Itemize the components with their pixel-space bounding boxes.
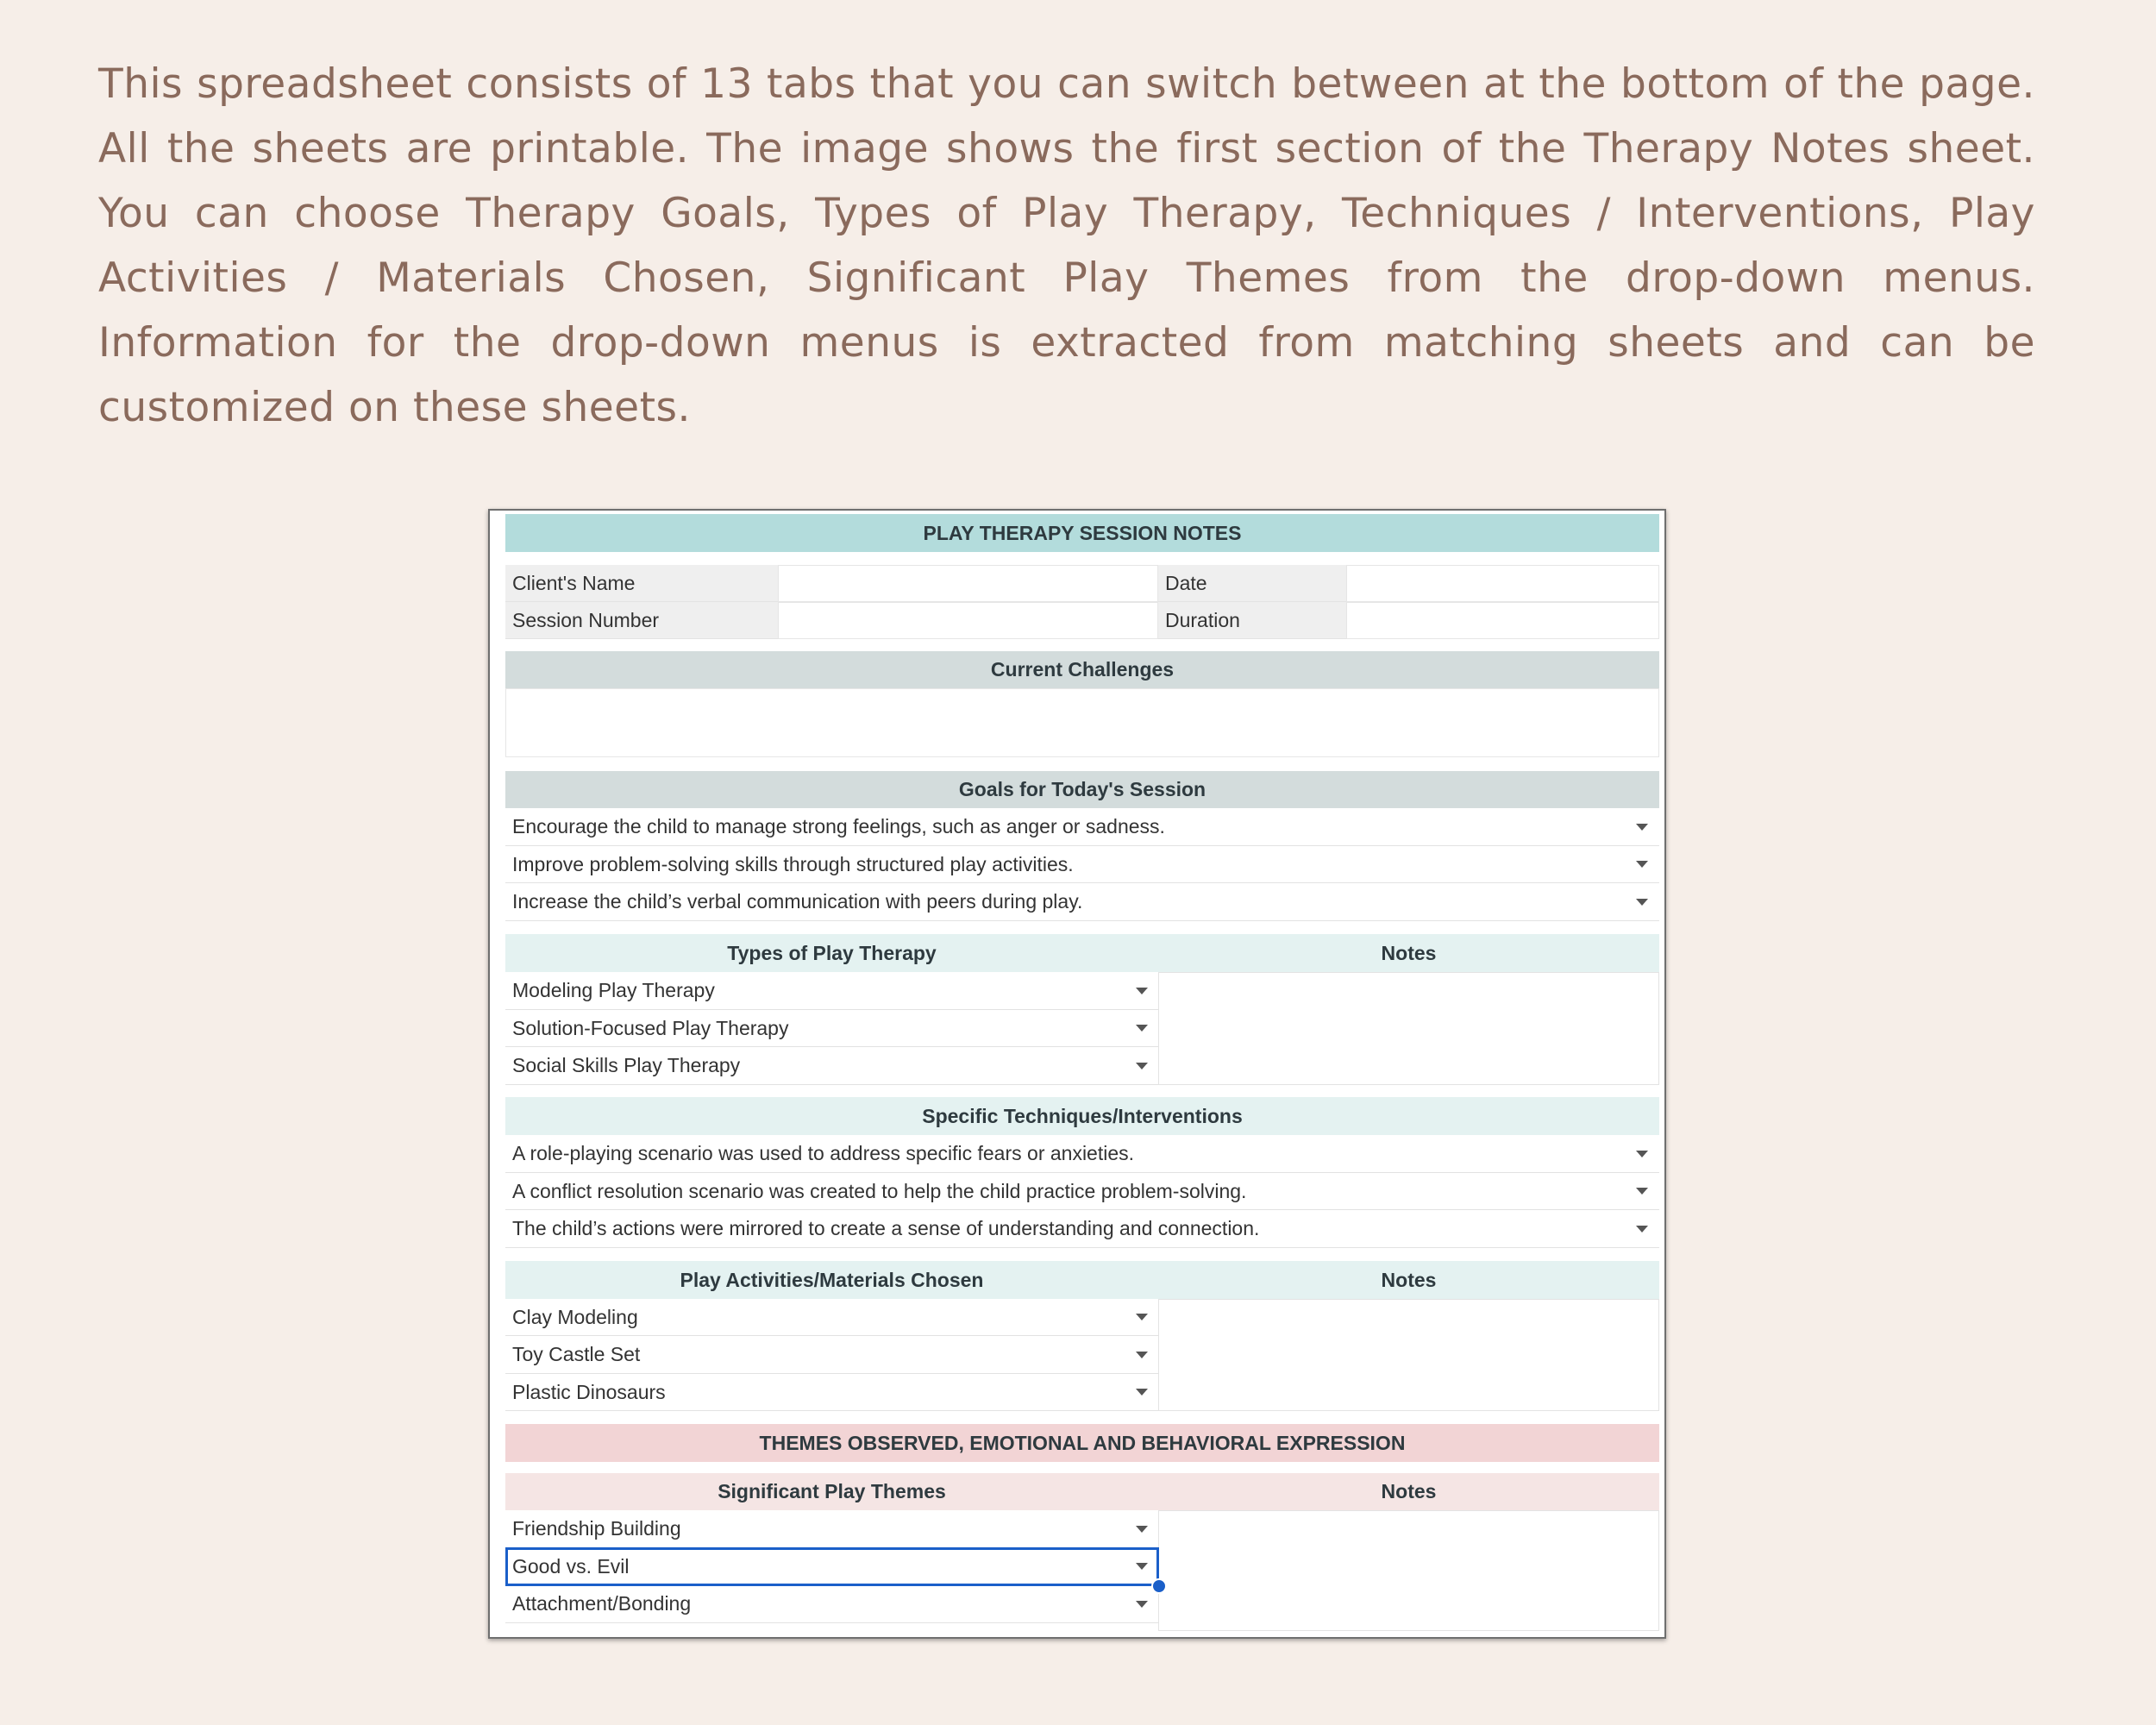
client-name-label: Client's Name	[505, 565, 778, 602]
types-header-row	[505, 934, 1659, 972]
themes-notes-input[interactable]	[1158, 1510, 1659, 1631]
client-name-input[interactable]	[778, 565, 1158, 602]
therapy-type-text: Modeling Play Therapy	[512, 979, 715, 1001]
types-header: Types of Play Therapy	[727, 941, 937, 964]
therapy-type-text: Social Skills Play Therapy	[512, 1054, 741, 1076]
techniques-header: Specific Techniques/Interventions	[505, 1097, 1659, 1135]
dropdown-arrow-icon[interactable]	[1636, 861, 1648, 868]
dropdown-arrow-icon[interactable]	[1636, 899, 1648, 906]
dropdown-arrow-icon[interactable]	[1136, 988, 1148, 994]
therapy-type-text: Solution-Focused Play Therapy	[512, 1016, 789, 1039]
activity-text: Toy Castle Set	[512, 1343, 641, 1365]
client-date-row	[505, 565, 1659, 602]
dropdown-arrow-icon[interactable]	[1136, 1063, 1148, 1070]
goal-text: Increase the child’s verbal communication with peers during play.	[512, 890, 1083, 913]
dropdown-arrow-icon[interactable]	[1136, 1526, 1148, 1533]
dropdown-arrow-icon[interactable]	[1636, 1151, 1648, 1157]
goal-dropdown[interactable]	[505, 883, 1659, 921]
technique-dropdown[interactable]	[505, 1173, 1659, 1210]
dropdown-arrow-icon[interactable]	[1136, 1025, 1148, 1032]
play-theme-dropdown[interactable]	[505, 1510, 1158, 1548]
play-themes-header: Significant Play Themes	[718, 1480, 946, 1502]
session-duration-row	[505, 602, 1659, 639]
dropdown-arrow-icon[interactable]	[1636, 824, 1648, 831]
goals-header: Goals for Today's Session	[505, 771, 1659, 808]
goal-text: Encourage the child to manage strong feelings, such as anger or sadness.	[512, 815, 1165, 837]
therapy-type-dropdown[interactable]	[505, 1047, 1158, 1085]
play-theme-text: Friendship Building	[512, 1517, 681, 1540]
activity-text: Plastic Dinosaurs	[512, 1380, 666, 1403]
duration-label: Duration	[1158, 602, 1346, 639]
cell-selection-outline	[505, 1547, 1159, 1586]
session-number-label: Session Number	[505, 602, 778, 639]
dropdown-arrow-icon[interactable]	[1636, 1188, 1648, 1195]
session-number-input[interactable]	[778, 602, 1158, 639]
dropdown-arrow-icon[interactable]	[1136, 1352, 1148, 1358]
activity-dropdown[interactable]	[505, 1374, 1158, 1411]
current-challenges-header: Current Challenges	[505, 651, 1659, 688]
dropdown-arrow-icon[interactable]	[1636, 1226, 1648, 1233]
activity-dropdown[interactable]	[505, 1299, 1158, 1336]
therapy-type-dropdown[interactable]	[505, 972, 1158, 1010]
play-theme-dropdown[interactable]	[505, 1585, 1158, 1623]
current-challenges-input[interactable]	[505, 688, 1659, 757]
themes-header-row	[505, 1473, 1659, 1510]
technique-text: A role-playing scenario was used to address specific fears or anxieties.	[512, 1142, 1135, 1164]
types-notes-header: Notes	[1381, 941, 1437, 964]
intro-paragraph: This spreadsheet consists of 13 tabs that you can switch between at the bottom of the page. All the sheets are printable. The image shows the first section of the Therapy Notes sheet. You can choose Therapy Goals, Types of Play Therapy, Techniques / Interventions, Play Activities / Materials Chosen, Significant Play Themes from the drop-down menus. Information for the drop-down menus is extracted from matching sheets and can be customized on these sheets.	[98, 60, 2035, 431]
goal-text: Improve problem-solving skills through structured play activities.	[512, 852, 1074, 875]
types-notes-input[interactable]	[1158, 972, 1659, 1085]
activities-notes-input[interactable]	[1158, 1299, 1659, 1411]
activity-dropdown[interactable]	[505, 1336, 1158, 1374]
technique-dropdown[interactable]	[505, 1135, 1659, 1173]
activities-header-row	[505, 1261, 1659, 1299]
dropdown-arrow-icon[interactable]	[1136, 1389, 1148, 1396]
themes-section-header: THEMES OBSERVED, EMOTIONAL AND BEHAVIORAL EXPRESSION	[505, 1424, 1659, 1462]
themes-notes-header: Notes	[1381, 1480, 1437, 1502]
technique-text: The child’s actions were mirrored to create a sense of understanding and connection.	[512, 1217, 1260, 1239]
dropdown-arrow-icon[interactable]	[1136, 1314, 1148, 1320]
fill-handle[interactable]	[1151, 1578, 1167, 1594]
play-theme-text: Attachment/Bonding	[512, 1592, 692, 1615]
date-label: Date	[1158, 565, 1346, 602]
goal-dropdown[interactable]	[505, 808, 1659, 846]
activity-text: Clay Modeling	[512, 1305, 638, 1328]
technique-text: A conflict resolution scenario was created to help the child practice problem-solving.	[512, 1179, 1247, 1202]
goal-dropdown[interactable]	[505, 846, 1659, 883]
date-input[interactable]	[1346, 565, 1659, 602]
activities-header: Play Activities/Materials Chosen	[680, 1268, 984, 1291]
sheet-title: PLAY THERAPY SESSION NOTES	[505, 514, 1659, 552]
therapy-type-dropdown[interactable]	[505, 1010, 1158, 1047]
spreadsheet-screenshot	[488, 509, 1666, 1639]
play-theme-text: Good vs. Evil	[512, 1554, 630, 1578]
activities-notes-header: Notes	[1381, 1268, 1437, 1291]
technique-dropdown[interactable]	[505, 1210, 1659, 1248]
dropdown-arrow-icon[interactable]	[1136, 1601, 1148, 1608]
duration-input[interactable]	[1346, 602, 1659, 639]
